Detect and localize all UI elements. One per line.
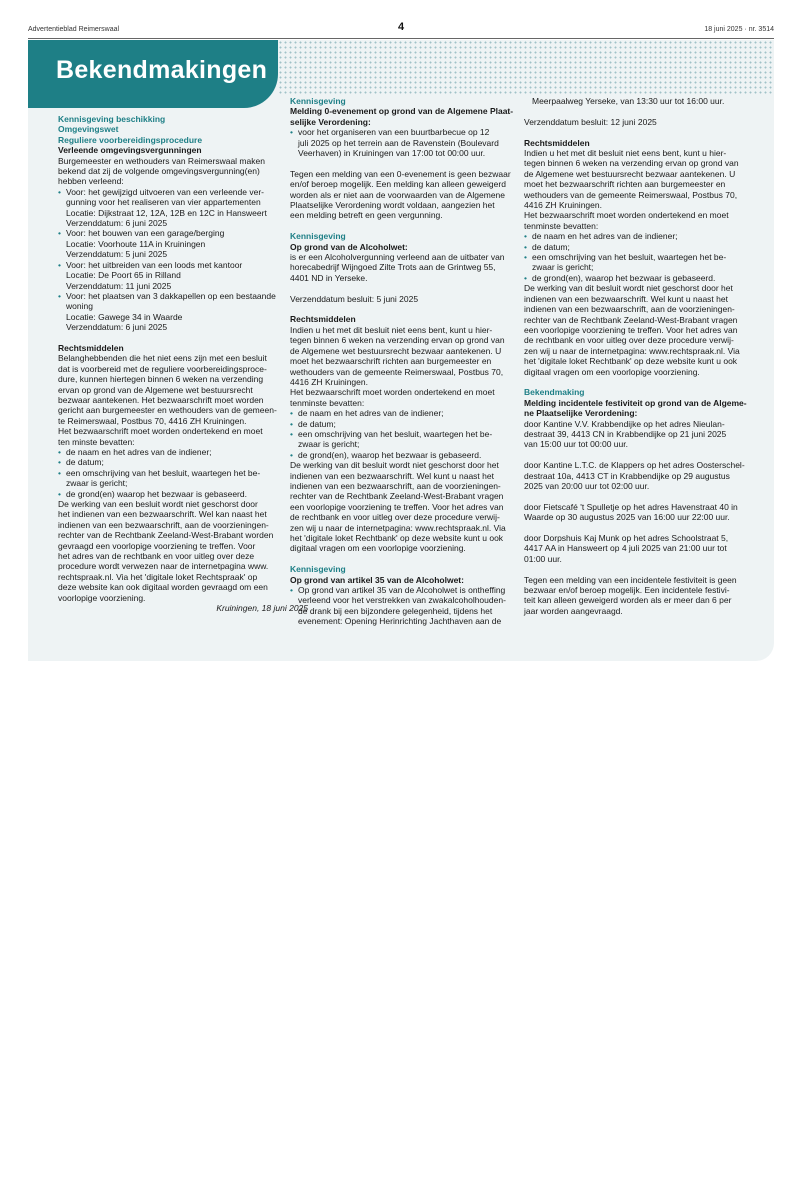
text-line: ten minste bevatten: <box>58 436 135 447</box>
text-line: moet het bezwaarschrift richten aan burgemeester en <box>524 179 726 190</box>
text-line: Meerpaalweg Yerseke, van 13:30 uur tot 16:00 uur. <box>532 96 725 106</box>
text-line: voorlopige voorziening. <box>58 592 146 603</box>
text-line: de rechtbank en voor uitleg over deze procedure verwij- <box>524 335 734 346</box>
heading: Kennisgeving beschikking <box>58 114 166 124</box>
requirements-list <box>58 447 308 499</box>
list-item <box>524 273 772 283</box>
list-item <box>58 468 308 489</box>
text-line: rechter van de Rechtbank Zeeland-West-Brabant worden <box>58 530 274 541</box>
text-line: door Dorpshuis Kaj Munk op het adres Schoolstraat 5, <box>524 532 729 543</box>
text-line: • Voor: het bouwen van een garage/berging <box>66 228 225 239</box>
text-line: het indienen van een bezwaarschrift. Wel kan naast het <box>58 509 267 520</box>
text-line: • Voor: het uitbreiden van een loods met kantoor <box>66 259 243 270</box>
text-line: evenement: Opening Herinrichting Jachthaven aan de <box>298 616 502 627</box>
list-item <box>290 429 538 450</box>
text-line: • de datum; <box>532 241 570 252</box>
text-line: jaar worden aangevraagd. <box>524 605 623 616</box>
list-item <box>58 260 308 291</box>
page-header <box>28 21 774 39</box>
text-line: zen wij u naar de internetpagina: www.rechtspraak.nl. Via <box>524 345 740 356</box>
text-line: wethouders van de gemeente Reimerswaal, Postbus 70, <box>524 189 738 200</box>
text-line: van 15:00 uur tot 00:00 uur. <box>524 439 628 450</box>
text-line: gunning voor het realiseren van vier appartementen <box>66 197 261 208</box>
text-line: verleend voor het verstrekken van zwakalcoholhouden- <box>298 595 506 606</box>
text-line: rechtspraak.nl. Via het 'digitale loket Rechtspraak' op <box>58 571 258 582</box>
text-line: zwaar is gericht; <box>532 262 594 273</box>
heading: Kennisgeving <box>290 96 346 106</box>
text-line: digitaal vragen om een voorlopige voorziening. <box>524 366 700 377</box>
text-line: Verzenddatum besluit: 5 juni 2025 <box>290 293 419 304</box>
exemption-list <box>290 585 538 627</box>
text-line: moet het bezwaarschrift richten aan burgemeester en <box>290 356 492 367</box>
text-line: Het bezwaarschrift moet worden ondertekend en moet <box>290 387 495 398</box>
text-line: Het bezwaarschrift moet worden ondertekend en moet <box>524 210 729 221</box>
section-banner <box>28 40 278 108</box>
text-line: • de grond(en) waarop het bezwaar is gebaseerd. <box>66 488 247 499</box>
subheading: Melding 0-evenement op grond van de Algemene Plaat- <box>290 106 514 117</box>
subheading: Rechtsmiddelen <box>58 342 124 353</box>
text-line: Tegen een melding van een incidentele festiviteit is geen <box>524 574 737 585</box>
text-line: Verzenddatum: 6 juni 2025 <box>66 218 168 229</box>
text-line: tenminste bevatten: <box>524 220 599 231</box>
subheading: ne Plaatselijke Verordening: <box>524 408 638 419</box>
text-line: indienen van een bezwaarschrift, aan de voorzieningen- <box>290 480 501 491</box>
text-line: Locatie: Voorhoute 11A in Kruiningen <box>66 238 206 249</box>
text-line: • voor het organiseren van een buurtbarbecue op 12 <box>298 127 490 138</box>
text-line: de rechtbank en voor uitleg over deze procedure verwij- <box>290 512 500 523</box>
text-line: door Kantine V.V. Krabbendijke op het adres Nieulan- <box>524 418 725 429</box>
text-line: • een omschrijving van het besluit, waartegen het be- <box>66 467 261 478</box>
text-line: • de naam en het adres van de indiener; <box>66 446 212 457</box>
text-line: • de naam en het adres van de indiener; <box>298 408 444 419</box>
text-line: tegen binnen 6 weken na verzending ervan op grond van <box>290 335 505 346</box>
text-line: Indien u het met dit besluit niet eens bent, kunt u hier- <box>524 148 727 158</box>
text-line: de Algemene wet bestuursrecht bezwaar aantekenen. U <box>524 168 736 179</box>
text-line: Locatie: Gawege 34 in Waarde <box>66 311 183 322</box>
text-line: • Op grond van artikel 35 van de Alcoholwet is ontheffing <box>298 585 506 596</box>
text-line: dat is voorbereid met de reguliere voorbereidingsproce- <box>58 363 267 374</box>
text-line: • de datum; <box>298 418 336 429</box>
text-line: De werking van dit besluit wordt niet geschorst door het <box>290 460 499 471</box>
event-list <box>290 127 538 158</box>
text-line: bezwaar en/of beroep mogelijk. Een incidentele festivi- <box>524 584 730 595</box>
text-line: ervan op grond van de Algemene wet bestuursrecht <box>58 384 253 395</box>
text-line: een melding betreft en geen vergunning. <box>290 210 443 221</box>
subheading: Op grond van artikel 35 van de Alcoholwet: <box>290 574 464 585</box>
text-line: digitaal vragen om een voorlopige voorziening. <box>290 543 466 554</box>
text-line: Waarde op 30 augustus 2025 van 16:00 uur 22:00 uur. <box>524 512 730 523</box>
text-line: 01:00 uur. <box>524 553 562 564</box>
text-line: is er een Alcoholvergunning verleend aan de uitbater van <box>290 252 505 263</box>
text-line: gericht aan burgemeester en wethouders van de gemeen- <box>58 405 277 416</box>
text-line: 4401 ND in Yerseke. <box>290 272 368 283</box>
list-item <box>58 291 308 333</box>
text-line: dure, kunnen hiertegen binnen 6 weken na verzending <box>58 374 264 385</box>
text-line: Tegen een melding van een 0-evenement is geen bezwaar <box>290 168 511 179</box>
list-item <box>290 419 538 429</box>
requirements-list <box>290 408 538 460</box>
heading: Omgevingswet <box>58 124 119 135</box>
subheading: Verleende omgevingsvergunningen <box>58 145 202 156</box>
publication-name: Advertentieblad Reimerswaal <box>28 26 120 33</box>
text-line: 4416 ZH Kruiningen. <box>524 200 602 211</box>
text-line: een voorlopige voorziening te treffen. Voor het adres van <box>290 501 504 512</box>
text-line: • de datum; <box>66 457 104 468</box>
subheading: Rechtsmiddelen <box>290 314 356 325</box>
text-line: de Algemene wet bestuursrecht bezwaar aantekenen. U <box>290 345 502 356</box>
text-line: 4416 ZH Kruiningen. <box>290 376 368 387</box>
text-line: indienen van een bezwaarschrift, aan de voorzieningen- <box>58 519 269 530</box>
text-line: Indien u het met dit besluit niet eens bent, kunt u hier- <box>290 324 493 335</box>
text-line: wethouders van de gemeente Reimerswaal, Postbus 70, <box>290 366 504 377</box>
text-line: 4417 AA in Hansweert op 4 juli 2025 van 21:00 uur tot <box>524 543 727 554</box>
text-line: • een omschrijving van het besluit, waartegen het be- <box>298 428 493 439</box>
page-number: 4 <box>397 21 405 33</box>
text-line: destraat 39, 4413 CN in Krabbendijke op 21 juni 2025 <box>524 428 727 439</box>
text-line: • Voor: het plaatsen van 3 dakkapellen op een bestaande <box>66 290 276 301</box>
text-line: Veerhaven) in Kruiningen van 17:00 tot 00:00 uur. <box>298 148 486 159</box>
list-item <box>290 408 538 418</box>
text-line: Locatie: Dijkstraat 12, 12A, 12B en 12C in Hansweert <box>66 207 267 218</box>
text-line: rechter van de Rechtbank Zeeland-West-Brabant vragen <box>290 491 504 502</box>
text-line: teit kan alleen geweigerd worden als er meer dan 6 per <box>524 595 732 606</box>
text-line: te Reimerswaal, Postbus 70, 4416 ZH Kruiningen. <box>58 415 247 426</box>
text-line: Burgemeester en wethouders van Reimerswaal maken <box>58 155 265 166</box>
text-line: procedure wordt verwezen naar de internetpagina www. <box>58 561 269 572</box>
dot-pattern <box>278 40 774 96</box>
text-line: Het bezwaarschrift moet worden ondertekend en moet <box>58 426 263 437</box>
text-line: het 'digitale loket Rechtbank' op deze website kunt u ook <box>290 533 504 543</box>
text-line: juli 2025 op het terrein aan de Ravenstein (Boulevard <box>298 137 499 148</box>
text-line: Verzenddatum: 5 juni 2025 <box>66 249 168 260</box>
text-line: de drank bij een bijzondere gelegenheid, tijdens het <box>298 605 493 616</box>
signature-line: Kruiningen, 18 juni 2025 <box>216 603 308 614</box>
text-line: het 'digitale loket Rechtbank' op deze website kunt u ook <box>524 356 738 367</box>
text-line: en/of beroep mogelijk. Een melding kan alleen geweigerd <box>290 179 506 190</box>
list-item <box>58 457 308 467</box>
text-line: Plaatselijke Verordening wordt voldaan, aangezien het <box>290 200 495 211</box>
text-line: horecabedrijf Wijngoed Zilte Trots aan de Grintweg 55, <box>290 262 496 273</box>
list-item <box>290 585 538 627</box>
text-line: • de grond(en), waarop het bezwaar is gebaseerd. <box>532 272 716 283</box>
text-line: indienen van een bezwaarschrift. Wel kunt u naast het <box>290 470 494 481</box>
heading: Bekendmaking <box>524 387 585 398</box>
text-line: bezwaar aantekenen. Het bezwaarschrift moet worden <box>58 394 264 405</box>
text-line: een voorlopige voorziening te treffen. Voor het adres van <box>524 324 738 335</box>
text-line: rechter van de Rechtbank Zeeland-West-Brabant vragen <box>524 314 738 325</box>
text-line: worden als er niet aan de voorwaarden van de Algemene <box>290 189 506 200</box>
text-line: Verzenddatum besluit: 12 juni 2025 <box>524 116 657 127</box>
subheading: selijke Verordening: <box>290 116 371 127</box>
text-line: zwaar is gericht; <box>298 439 360 450</box>
list-item <box>58 447 308 457</box>
text-line: door Fietscafé 't Spulletje op het adres Havenstraat 40 in <box>524 501 738 512</box>
list-item <box>524 242 772 252</box>
text-line: • Voor: het gewijzigd uitvoeren van een verleende ver- <box>66 186 264 197</box>
heading: Kennisgeving <box>290 564 346 575</box>
text-line: woning <box>66 301 93 312</box>
subheading: Melding incidentele festiviteit op grond van de Algeme- <box>524 397 747 408</box>
text-line: hebben verleend: <box>58 176 124 187</box>
text-line: tenminste bevatten: <box>290 397 365 408</box>
text-line: zwaar is gericht; <box>66 478 128 489</box>
list-item <box>58 489 308 499</box>
text-line: deze website kan ook digitaal worden gevraagd om een <box>58 582 268 593</box>
subheading: Rechtsmiddelen <box>524 137 590 148</box>
list-item <box>58 228 308 259</box>
permit-list <box>58 187 308 333</box>
text-line: indienen van een bezwaarschrift. Wel kunt u naast het <box>524 293 728 304</box>
text-line: De werking van dit besluit wordt niet geschorst door het <box>524 283 733 294</box>
heading: Kennisgeving <box>290 231 346 242</box>
column-3 <box>524 96 772 616</box>
list-item <box>290 127 538 158</box>
text-line: Verzenddatum: 6 juni 2025 <box>66 322 168 333</box>
text-line: Verzenddatum: 11 juni 2025 <box>66 280 172 291</box>
list-item <box>290 450 538 460</box>
list-item <box>58 187 308 229</box>
column-1 <box>58 114 308 613</box>
text-line: • een omschrijving van het besluit, waartegen het be- <box>532 252 727 263</box>
text-line: door Kantine L.T.C. de Klappers op het adres Oosterschel- <box>524 460 745 471</box>
heading: Reguliere voorbereidingsprocedure <box>58 134 203 145</box>
text-line: De werking van een besluit wordt niet geschorst door <box>58 499 258 510</box>
text-line: Locatie: De Poort 65 in Rilland <box>66 270 181 281</box>
issue-info: 18 juni 2025 · nr. 3514 <box>704 26 774 33</box>
text-line: bekend dat zij de volgende omgevingsvergunning(en) <box>58 166 260 177</box>
list-item <box>524 252 772 273</box>
text-line: • de naam en het adres van de indiener; <box>532 231 678 242</box>
section-title: Bekendmakingen <box>56 56 268 84</box>
text-line: het adres van de rechtbank en voor uitleg over deze <box>58 551 255 562</box>
announcements-panel <box>28 40 774 661</box>
requirements-list <box>524 231 772 283</box>
text-line: 2025 van 20:00 uur tot 02:00 uur. <box>524 480 650 491</box>
text-line: gevraagd een voorlopige voorziening te treffen. Voor <box>58 540 256 551</box>
text-line: tegen binnen 6 weken na verzending ervan op grond van <box>524 158 739 169</box>
text-line: zen wij u naar de internetpagina: www.rechtspraak.nl. Via <box>290 522 506 533</box>
list-item <box>524 231 772 241</box>
text-line: indienen van een bezwaarschrift, aan de voorzieningen- <box>524 304 735 315</box>
text-line: destraat 10a, 4413 CT in Krabbendijke op 29 augustus <box>524 470 730 481</box>
column-2 <box>290 96 538 627</box>
text-line: Belanghebbenden die het niet eens zijn met een besluit <box>58 353 267 364</box>
subheading: Op grond van de Alcoholwet: <box>290 241 408 252</box>
text-line: • de grond(en), waarop het bezwaar is gebaseerd. <box>298 449 482 460</box>
